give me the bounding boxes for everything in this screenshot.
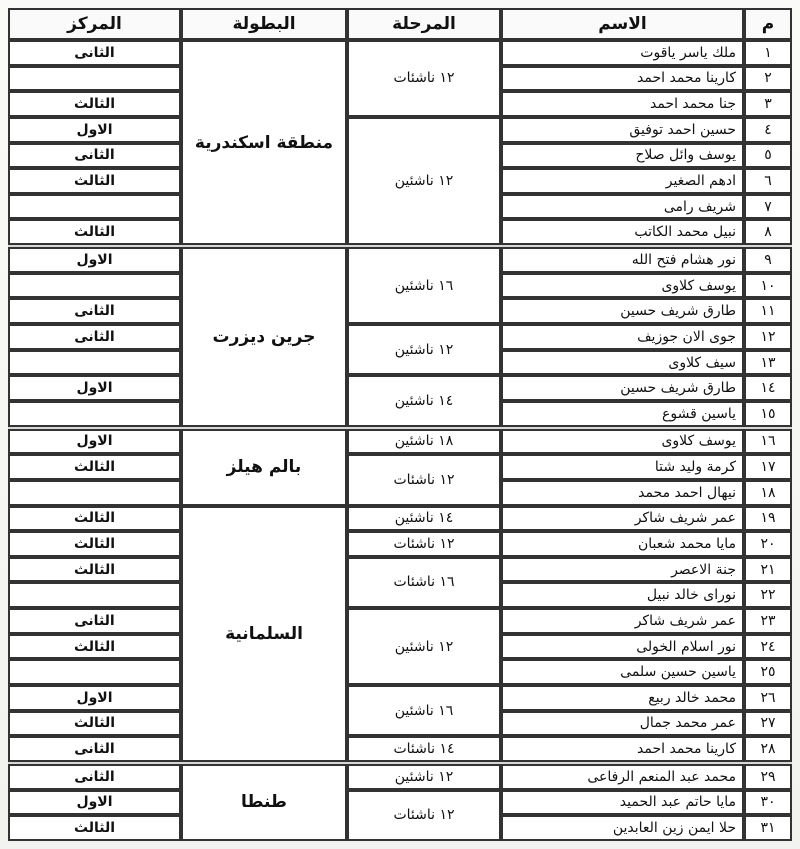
player-name: نوراى خالد نبيل xyxy=(501,582,744,608)
table-row xyxy=(8,685,792,711)
header-championship: البطولة xyxy=(181,8,347,40)
row-number: ٢٤ xyxy=(744,634,792,660)
stage-cell: ١٢ ناشئين xyxy=(347,764,501,790)
table-row xyxy=(8,429,792,455)
rank-cell: الثالث xyxy=(8,531,181,557)
player-name: مايا محمد شعبان xyxy=(501,531,744,557)
rank-cell xyxy=(8,659,181,685)
championship-cell: جرين ديزرت xyxy=(181,247,347,426)
stage-cell: ١٦ ناشئات xyxy=(347,557,501,608)
rank-cell: الاول xyxy=(8,247,181,273)
player-name: عمر شريف شاكر xyxy=(501,506,744,532)
championship-cell: السلمانية xyxy=(181,506,347,762)
row-number: ٢٢ xyxy=(744,582,792,608)
row-number: ١١ xyxy=(744,298,792,324)
table-row xyxy=(8,117,792,143)
rank-cell xyxy=(8,273,181,299)
row-number: ٣ xyxy=(744,91,792,117)
results-sheet xyxy=(8,8,792,841)
row-number: ١٦ xyxy=(744,429,792,455)
stage-cell: ١٦ ناشئين xyxy=(347,685,501,736)
row-number: ١٠ xyxy=(744,273,792,299)
championship-cell: بالم هيلز xyxy=(181,429,347,506)
results-table xyxy=(8,8,792,841)
header-stage: المرحلة xyxy=(347,8,501,40)
rank-cell: الثانى xyxy=(8,608,181,634)
header-name: الاسم xyxy=(501,8,744,40)
rank-cell: الثالث xyxy=(8,454,181,480)
player-name: نور هشام فتح الله xyxy=(501,247,744,273)
player-name: كارينا محمد احمد xyxy=(501,66,744,92)
rank-cell: الثالث xyxy=(8,91,181,117)
rank-cell: الاول xyxy=(8,117,181,143)
rank-cell xyxy=(8,350,181,376)
rank-cell: الثانى xyxy=(8,298,181,324)
player-name: عمر شريف شاكر xyxy=(501,608,744,634)
player-name: ادهم الصغير xyxy=(501,168,744,194)
player-name: حسين احمد توفيق xyxy=(501,117,744,143)
table-row xyxy=(8,531,792,557)
player-name: سيف كلاوى xyxy=(501,350,744,376)
player-name: طارق شريف حسين xyxy=(501,298,744,324)
stage-cell: ١٦ ناشئين xyxy=(347,247,501,324)
row-number: ٢٨ xyxy=(744,736,792,762)
row-number: ١٥ xyxy=(744,401,792,427)
row-number: ٢٦ xyxy=(744,685,792,711)
row-number: ١٩ xyxy=(744,506,792,532)
rank-cell: الثالث xyxy=(8,219,181,245)
championship-cell: طنطا xyxy=(181,764,347,841)
rank-cell: الاول xyxy=(8,790,181,816)
row-number: ٢ xyxy=(744,66,792,92)
row-number: ١٧ xyxy=(744,454,792,480)
row-number: ٢٩ xyxy=(744,764,792,790)
player-name: يوسف كلاوى xyxy=(501,273,744,299)
row-number: ١٢ xyxy=(744,324,792,350)
row-number: ٤ xyxy=(744,117,792,143)
row-number: ١٣ xyxy=(744,350,792,376)
table-row xyxy=(8,608,792,634)
player-name: محمد عبد المنعم الرفاعى xyxy=(501,764,744,790)
rank-cell xyxy=(8,401,181,427)
stage-cell: ١٢ ناشئات xyxy=(347,790,501,841)
rank-cell xyxy=(8,66,181,92)
header-row xyxy=(8,8,792,40)
player-name: ياسين حسين سلمى xyxy=(501,659,744,685)
row-number: ٢١ xyxy=(744,557,792,583)
rank-cell: الثالث xyxy=(8,815,181,841)
stage-cell: ١٤ ناشئات xyxy=(347,736,501,762)
stage-cell: ١٢ ناشئين xyxy=(347,117,501,245)
stage-cell: ١٤ ناشئين xyxy=(347,506,501,532)
player-name: نور اسلام الخولى xyxy=(501,634,744,660)
row-number: ٢٧ xyxy=(744,711,792,737)
rank-cell: الثانى xyxy=(8,736,181,762)
table-row xyxy=(8,736,792,762)
stage-cell: ١٢ ناشئات xyxy=(347,40,501,117)
player-name: كارينا محمد احمد xyxy=(501,736,744,762)
player-name: كرمة وليد شتا xyxy=(501,454,744,480)
rank-cell: الثانى xyxy=(8,764,181,790)
row-number: ١٨ xyxy=(744,480,792,506)
table-row xyxy=(8,557,792,583)
player-name: مايا حاتم عبد الحميد xyxy=(501,790,744,816)
row-number: ٩ xyxy=(744,247,792,273)
table-row xyxy=(8,454,792,480)
stage-cell: ١٢ ناشئين xyxy=(347,324,501,375)
player-name: جنة الاعصر xyxy=(501,557,744,583)
stage-cell: ١٢ ناشئات xyxy=(347,531,501,557)
row-number: ٨ xyxy=(744,219,792,245)
rank-cell: الاول xyxy=(8,429,181,455)
player-name: نيهال احمد محمد xyxy=(501,480,744,506)
rank-cell: الثالث xyxy=(8,168,181,194)
player-name: نبيل محمد الكاتب xyxy=(501,219,744,245)
stage-cell: ١٢ ناشئين xyxy=(347,608,501,685)
rank-cell: الاول xyxy=(8,685,181,711)
player-name: يوسف وائل صلاح xyxy=(501,143,744,169)
row-number: ٧ xyxy=(744,194,792,220)
table-row xyxy=(8,247,792,273)
header-rank: المركز xyxy=(8,8,181,40)
row-number: ١ xyxy=(744,40,792,66)
player-name: ياسين قشوع xyxy=(501,401,744,427)
row-number: ٥ xyxy=(744,143,792,169)
table-row xyxy=(8,506,792,532)
table-row xyxy=(8,324,792,350)
player-name: جنا محمد احمد xyxy=(501,91,744,117)
row-number: ٣٠ xyxy=(744,790,792,816)
rank-cell xyxy=(8,582,181,608)
stage-cell: ١٢ ناشئات xyxy=(347,454,501,505)
player-name: ملك ياسر ياقوت xyxy=(501,40,744,66)
table-row xyxy=(8,40,792,66)
player-name: حلا ايمن زين العابدين xyxy=(501,815,744,841)
rank-cell: الثانى xyxy=(8,40,181,66)
player-name: شريف رامى xyxy=(501,194,744,220)
rank-cell: الاول xyxy=(8,375,181,401)
row-number: ١٤ xyxy=(744,375,792,401)
rank-cell: الثانى xyxy=(8,324,181,350)
rank-cell: الثالث xyxy=(8,711,181,737)
player-name: طارق شريف حسين xyxy=(501,375,744,401)
row-number: ٣١ xyxy=(744,815,792,841)
championship-cell: منطقة اسكندرية xyxy=(181,40,347,245)
table-row xyxy=(8,764,792,790)
player-name: عمر محمد جمال xyxy=(501,711,744,737)
row-number: ٢٣ xyxy=(744,608,792,634)
stage-cell: ١٤ ناشئين xyxy=(347,375,501,426)
table-row xyxy=(8,375,792,401)
rank-cell: الثالث xyxy=(8,506,181,532)
row-number: ٦ xyxy=(744,168,792,194)
rank-cell xyxy=(8,480,181,506)
table-row xyxy=(8,790,792,816)
rank-cell xyxy=(8,194,181,220)
player-name: محمد خالد ربيع xyxy=(501,685,744,711)
row-number: ٢٠ xyxy=(744,531,792,557)
stage-cell: ١٨ ناشئين xyxy=(347,429,501,455)
player-name: جوى الان جوزيف xyxy=(501,324,744,350)
row-number: ٢٥ xyxy=(744,659,792,685)
header-num: م xyxy=(744,8,792,40)
rank-cell: الثالث xyxy=(8,557,181,583)
rank-cell: الثالث xyxy=(8,634,181,660)
player-name: يوسف كلاوى xyxy=(501,429,744,455)
rank-cell: الثانى xyxy=(8,143,181,169)
